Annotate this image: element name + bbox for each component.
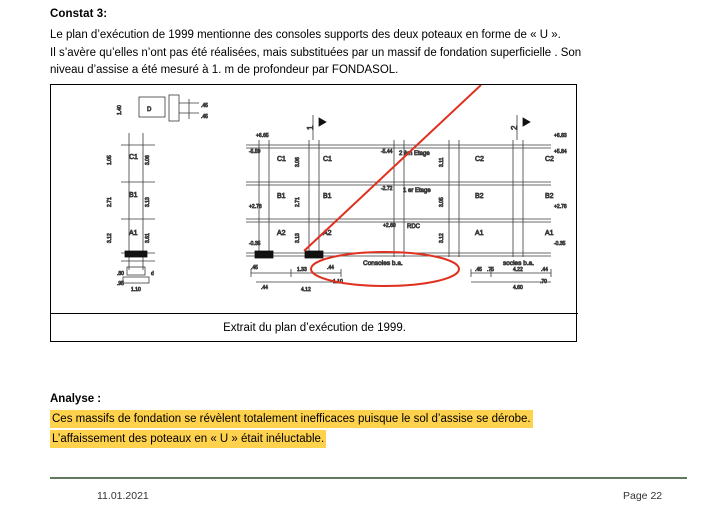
svg-text:1.10: 1.10 <box>131 287 141 293</box>
svg-text:.45: .45 <box>251 265 258 271</box>
svg-text:C2: C2 <box>545 156 554 163</box>
svg-text:.44: .44 <box>541 267 548 273</box>
svg-text:A2: A2 <box>323 230 332 237</box>
svg-text:3.05: 3.05 <box>439 197 445 207</box>
svg-text:d: d <box>151 271 154 277</box>
analyse-line-1: Ces massifs de fondation se révèlent totalement inefficaces puisque le sol d’assise se dérobe. <box>50 410 533 428</box>
svg-text:2 èm Etage: 2 èm Etage <box>399 151 430 157</box>
footer-page-number: Page 22 <box>623 490 663 502</box>
svg-text:B1: B1 <box>129 192 138 199</box>
svg-text:socles b.a.: socles b.a. <box>503 260 535 267</box>
svg-text:-2.72: -2.72 <box>381 186 393 192</box>
svg-text:4.12: 4.12 <box>301 287 311 293</box>
svg-text:+2.78: +2.78 <box>554 204 567 210</box>
svg-text:+6.83: +6.83 <box>554 133 567 139</box>
footer-date: 11.01.2021 <box>97 490 149 502</box>
svg-text:2: 2 <box>510 125 519 130</box>
svg-text:4.60: 4.60 <box>513 285 523 291</box>
svg-text:3.06: 3.06 <box>295 157 301 167</box>
svg-text:-0.35: -0.35 <box>249 241 261 247</box>
svg-text:Consoles b.a.: Consoles b.a. <box>363 260 403 267</box>
svg-text:2.71: 2.71 <box>295 197 301 207</box>
svg-text:A1: A1 <box>545 230 554 237</box>
svg-text:-0.35: -0.35 <box>554 241 566 247</box>
svg-text:C1: C1 <box>129 154 138 161</box>
svg-text:B1: B1 <box>277 193 286 200</box>
svg-text:3.12: 3.12 <box>439 233 445 243</box>
paragraph-line-1: Le plan d’exécution de 1999 mentionne des consoles supports des deux poteaux en forme de « U ». <box>50 29 561 41</box>
paragraph-line-3: niveau d’assise a été mesuré à 1. m de profondeur par FONDASOL. <box>50 64 399 76</box>
analyse-title: Analyse : <box>50 393 102 405</box>
svg-text:.45: .45 <box>201 103 208 109</box>
svg-text:B2: B2 <box>545 193 554 200</box>
svg-text:-5.59: -5.59 <box>249 149 261 155</box>
svg-text:3.61: 3.61 <box>145 233 151 243</box>
svg-text:+2.78: +2.78 <box>249 204 262 210</box>
svg-text:+2.60: +2.60 <box>383 223 396 229</box>
svg-text:C2: C2 <box>475 156 484 163</box>
svg-text:.44: .44 <box>327 265 334 271</box>
svg-text:1 er Etage: 1 er Etage <box>403 188 431 194</box>
svg-text:3.13: 3.13 <box>145 197 151 207</box>
svg-text:RDC: RDC <box>407 224 420 230</box>
svg-text:.80: .80 <box>117 271 124 277</box>
svg-text:.75: .75 <box>487 267 494 273</box>
svg-text:3.06: 3.06 <box>145 155 151 165</box>
svg-text:1.40: 1.40 <box>117 105 123 115</box>
svg-text:B1: B1 <box>323 193 332 200</box>
svg-text:3.11: 3.11 <box>439 157 445 167</box>
svg-text:.44: .44 <box>261 285 268 291</box>
svg-text:.45: .45 <box>201 114 208 120</box>
execution-plan-drawing <box>51 85 578 312</box>
svg-text:4.22: 4.22 <box>513 267 523 273</box>
footer-divider <box>50 477 687 479</box>
figure-caption: Extrait du plan d’exécution de 1999. <box>51 313 578 334</box>
svg-text:2.71: 2.71 <box>107 197 113 207</box>
svg-text:C1: C1 <box>323 156 332 163</box>
svg-text:.45: .45 <box>475 267 482 273</box>
svg-text:1.10: 1.10 <box>333 279 343 285</box>
svg-text:.95: .95 <box>117 281 124 287</box>
page-title: Constat 3: <box>50 8 108 20</box>
svg-text:3.13: 3.13 <box>295 233 301 243</box>
paragraph-line-2: Il s’avère qu’elles n’ont pas été réalisées, mais substituées par un massif de fondation superficielle . Son <box>50 46 582 59</box>
svg-text:+6.65: +6.65 <box>256 133 269 139</box>
svg-text:1: 1 <box>306 125 315 130</box>
svg-text:A1: A1 <box>129 230 138 237</box>
figure-container <box>50 84 577 342</box>
analyse-line-2: L’affaissement des poteaux en « U » était inéluctable. <box>50 430 326 448</box>
svg-text:+5.84: +5.84 <box>554 149 567 155</box>
svg-text:-5.44: -5.44 <box>381 149 393 155</box>
svg-text:A2: A2 <box>277 230 286 237</box>
constat-paragraph <box>50 27 690 80</box>
svg-text:3.12: 3.12 <box>107 233 113 243</box>
svg-text:A1: A1 <box>475 230 484 237</box>
svg-text:1.33: 1.33 <box>297 267 307 273</box>
svg-text:.70: .70 <box>540 279 547 285</box>
svg-text:1.05: 1.05 <box>107 155 113 165</box>
svg-text:D: D <box>147 107 152 113</box>
svg-text:B2: B2 <box>475 193 484 200</box>
svg-text:C1: C1 <box>277 156 286 163</box>
